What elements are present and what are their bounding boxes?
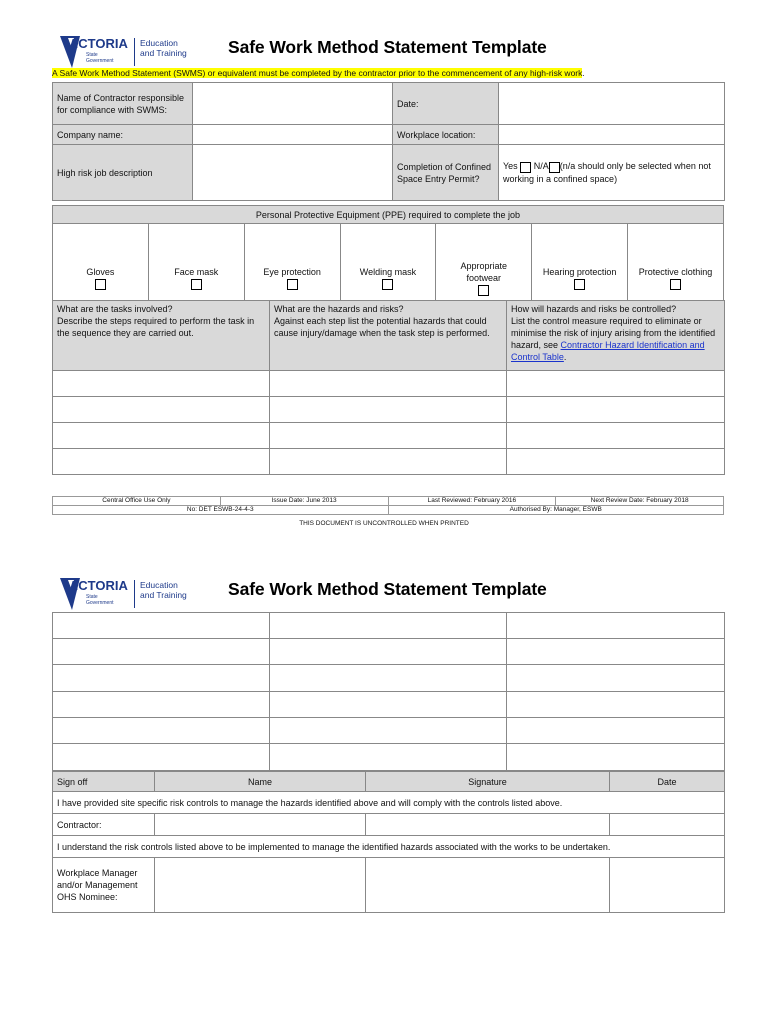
contractor-statement: I have provided site specific risk controls to manage the hazards identified above and will comply with the controls listed above. — [53, 792, 725, 814]
contractor-info-table — [52, 82, 725, 201]
victoria-logo — [58, 574, 198, 616]
footer-reviewed: Last Reviewed: February 2016 — [388, 497, 556, 506]
control-cell[interactable] — [507, 744, 725, 771]
task-cell[interactable] — [53, 371, 270, 397]
control-cell[interactable] — [507, 449, 725, 475]
ppe-header: Personal Protective Equipment (PPE) required to complete the job — [53, 206, 724, 224]
footer-table — [52, 496, 724, 515]
logo-divider — [134, 580, 135, 608]
task-cell[interactable] — [53, 639, 270, 665]
hazard-cell[interactable] — [270, 397, 507, 423]
contractor-signature-field[interactable] — [366, 814, 610, 836]
hazard-cell[interactable] — [270, 371, 507, 397]
manager-name-field[interactable] — [155, 858, 366, 913]
control-cell[interactable] — [507, 665, 725, 692]
permit-yes-checkbox[interactable] — [520, 162, 531, 173]
ppe-item: Gloves — [53, 224, 149, 301]
location-label: Workplace location: — [393, 125, 499, 145]
job-label: High risk job description — [53, 145, 193, 201]
control-cell[interactable] — [507, 613, 725, 639]
ppe-table — [52, 205, 724, 301]
high-risk-notice: A Safe Work Method Statement (SWMS) or equivalent must be completed by the contractor prior to the commencement of any high-risk work. — [52, 68, 585, 78]
task-cell[interactable] — [53, 449, 270, 475]
control-cell[interactable] — [507, 718, 725, 744]
hazard-cell[interactable] — [270, 613, 507, 639]
tasks-table — [52, 300, 725, 475]
hazard-cell[interactable] — [270, 692, 507, 718]
contractor-field[interactable] — [193, 83, 393, 125]
task-cell[interactable] — [53, 718, 270, 744]
victoria-logo-icon — [58, 574, 138, 616]
task-cell[interactable] — [53, 423, 270, 449]
page-title: Safe Work Method Statement Template — [228, 37, 547, 57]
date-field[interactable] — [499, 83, 725, 125]
control-cell[interactable] — [507, 639, 725, 665]
control-cell[interactable] — [507, 397, 725, 423]
ppe-item: Face mask — [148, 224, 244, 301]
permit-na-checkbox[interactable] — [549, 162, 560, 173]
hazard-cell[interactable] — [270, 744, 507, 771]
uncontrolled-notice: THIS DOCUMENT IS UNCONTROLLED WHEN PRINTED — [299, 520, 469, 527]
contractor-label: Name of Contractor responsible for compliance with SWMS: — [53, 83, 193, 125]
hazard-cell[interactable] — [270, 423, 507, 449]
footer-doc-no: No: DET ESWB-24-4-3 — [53, 506, 389, 515]
ppe-item: Welding mask — [340, 224, 436, 301]
svg-text:State: State — [86, 594, 98, 600]
ppe-checkbox[interactable] — [670, 279, 681, 290]
ppe-item: Appropriate footwear — [436, 224, 532, 301]
date-column-header: Date — [610, 772, 725, 792]
manager-date-field[interactable] — [610, 858, 725, 913]
control-cell[interactable] — [507, 371, 725, 397]
hazard-table-link[interactable]: Contractor Hazard Identification and Control Table — [511, 340, 705, 362]
logo-divider — [134, 38, 135, 66]
svg-text:VICTORIA: VICTORIA — [66, 36, 128, 51]
svg-text:Government: Government — [86, 58, 114, 64]
ppe-checkbox[interactable] — [574, 279, 585, 290]
manager-signature-field[interactable] — [366, 858, 610, 913]
footer-issue: Issue Date: June 2013 — [220, 497, 388, 506]
signature-column-header: Signature — [366, 772, 610, 792]
task-cell[interactable] — [53, 613, 270, 639]
signoff-table — [52, 771, 725, 913]
company-label: Company name: — [53, 125, 193, 145]
permit-options: Yes N/A (n/a should only be selected when not working in a confined space) — [499, 145, 725, 201]
department-name: Education and Training — [140, 580, 187, 600]
ppe-checkbox[interactable] — [95, 279, 106, 290]
ppe-item: Protective clothing — [628, 224, 724, 301]
contractor-name-field[interactable] — [155, 814, 366, 836]
footer-office: Central Office Use Only — [53, 497, 221, 506]
task-cell[interactable] — [53, 397, 270, 423]
hazard-cell[interactable] — [270, 665, 507, 692]
hazards-header: What are the hazards and risks? Against each step list the potential hazards that could cause injury/damage when the task step is performed. — [270, 301, 507, 371]
company-field[interactable] — [193, 125, 393, 145]
ppe-checkbox[interactable] — [287, 279, 298, 290]
hazard-cell[interactable] — [270, 449, 507, 475]
ppe-checkbox[interactable] — [191, 279, 202, 290]
department-name: Education and Training — [140, 38, 187, 58]
signoff-label: Sign off — [53, 772, 155, 792]
manager-signoff-label: Workplace Manager and/or Management OHS Nominee: — [53, 858, 155, 913]
svg-text:State: State — [86, 52, 98, 58]
location-field[interactable] — [499, 125, 725, 145]
ppe-checkbox[interactable] — [382, 279, 393, 290]
hazard-cell[interactable] — [270, 639, 507, 665]
controls-header: How will hazards and risks be controlled? List the control measure required to eliminate or minimise the risk of injury arising from the identified hazard, see Contractor Hazard Identification and Control Table. — [507, 301, 725, 371]
date-label: Date: — [393, 83, 499, 125]
ppe-item: Eye protection — [244, 224, 340, 301]
contractor-signoff-label: Contractor: — [53, 814, 155, 836]
hazard-cell[interactable] — [270, 718, 507, 744]
contractor-date-field[interactable] — [610, 814, 725, 836]
task-cell[interactable] — [53, 744, 270, 771]
control-cell[interactable] — [507, 423, 725, 449]
job-field[interactable] — [193, 145, 393, 201]
control-cell[interactable] — [507, 692, 725, 718]
name-column-header: Name — [155, 772, 366, 792]
task-cell[interactable] — [53, 665, 270, 692]
ppe-checkbox[interactable] — [478, 285, 489, 296]
task-cell[interactable] — [53, 692, 270, 718]
svg-text:VICTORIA: VICTORIA — [66, 578, 128, 593]
page-title: Safe Work Method Statement Template — [228, 579, 547, 599]
tasks-header: What are the tasks involved? Describe the steps required to perform the task in the sequence they are carried out. — [53, 301, 270, 371]
footer-next-review: Next Review Date: February 2018 — [556, 497, 724, 506]
footer-authorised: Authorised By: Manager, ESWB — [388, 506, 724, 515]
manager-statement: I understand the risk controls listed above to be implemented to manage the identified hazards associated with the works to be undertaken. — [53, 836, 725, 858]
tasks-continuation-table — [52, 612, 725, 771]
svg-text:Government: Government — [86, 600, 114, 606]
permit-label: Completion of Confined Space Entry Permit? — [393, 145, 499, 201]
ppe-item: Hearing protection — [532, 224, 628, 301]
document-footer — [52, 496, 724, 515]
